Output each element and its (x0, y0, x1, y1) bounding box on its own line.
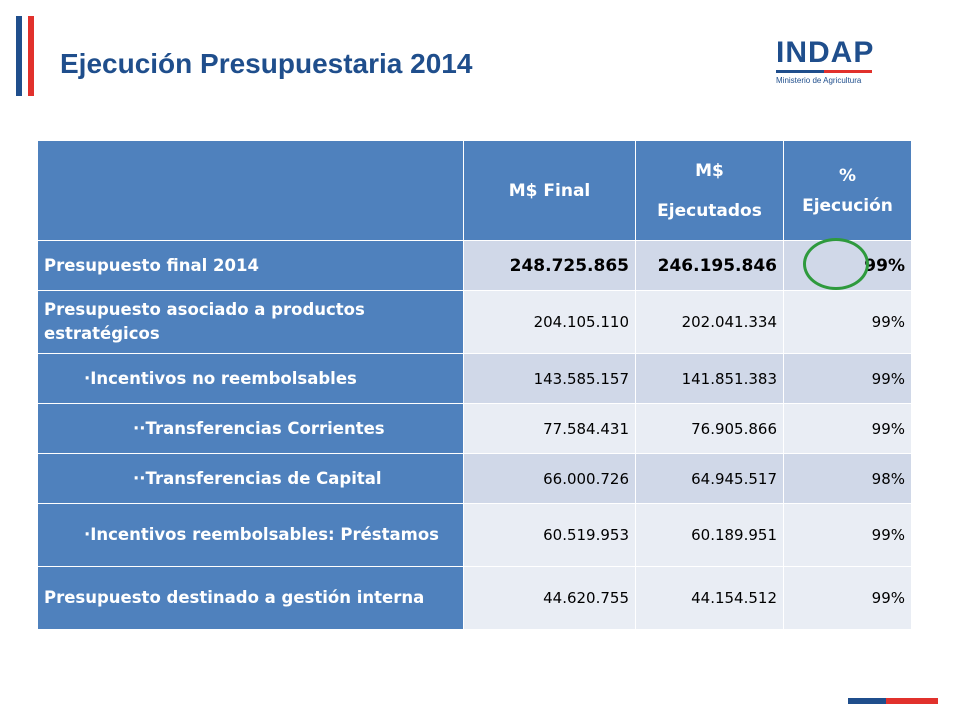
header-label (38, 141, 464, 241)
logo-stripe (776, 70, 872, 73)
logo-wordmark: INDAP (776, 36, 875, 69)
header-ejecutados-line2: Ejecutados (657, 200, 762, 221)
row-label: ·Incentivos no reembolsables (38, 354, 464, 404)
row-final: 44.620.755 (464, 567, 636, 630)
row-label: ··Transferencias Corrientes (38, 404, 464, 454)
row-final: 248.725.865 (464, 241, 636, 291)
row-pct: 99% (784, 291, 912, 354)
accent-bar-blue (16, 16, 22, 96)
header-ejecutados (636, 141, 784, 241)
row-final: 66.000.726 (464, 454, 636, 504)
table-row (38, 291, 912, 354)
row-pct: 99% (784, 504, 912, 567)
budget-table (37, 140, 912, 630)
header-pct-line1: % (838, 165, 857, 186)
row-label: Presupuesto destinado a gestión interna (38, 567, 464, 630)
table-row (38, 354, 912, 404)
row-ejecutados: 64.945.517 (636, 454, 784, 504)
highlight-circle (803, 238, 869, 290)
table-header-row (38, 141, 912, 241)
row-final: 77.584.431 (464, 404, 636, 454)
row-pct: 99% (784, 404, 912, 454)
row-ejecutados: 202.041.334 (636, 291, 784, 354)
row-ejecutados: 246.195.846 (636, 241, 784, 291)
header-pct-line2: Ejecución (802, 195, 893, 216)
row-ejecutados: 141.851.383 (636, 354, 784, 404)
row-ejecutados: 76.905.866 (636, 404, 784, 454)
table-row (38, 404, 912, 454)
row-final: 60.519.953 (464, 504, 636, 567)
row-pct: 99% (784, 241, 912, 291)
table-row (38, 241, 912, 291)
row-label: ··Transferencias de Capital (38, 454, 464, 504)
header-ejecutados-line1: M$ (695, 160, 724, 181)
header-final: M$ Final (464, 141, 636, 241)
row-label: Presupuesto final 2014 (38, 241, 464, 291)
row-final: 204.105.110 (464, 291, 636, 354)
table-row (38, 567, 912, 630)
row-label: Presupuesto asociado a productos estratégicos (38, 291, 464, 354)
row-pct: 98% (784, 454, 912, 504)
table-row (38, 504, 912, 567)
footer-bar-red (886, 698, 938, 704)
row-pct: 99% (784, 567, 912, 630)
accent-bar-red (28, 16, 34, 96)
footer-bar-blue (848, 698, 886, 704)
table-row (38, 454, 912, 504)
row-label: ·Incentivos reembolsables: Préstamos (38, 504, 464, 567)
row-final: 143.585.157 (464, 354, 636, 404)
row-pct: 99% (784, 354, 912, 404)
row-ejecutados: 44.154.512 (636, 567, 784, 630)
logo-subtitle: Ministerio de Agricultura (776, 76, 862, 85)
header-pct (784, 141, 912, 241)
page-title: Ejecución Presupuestaria 2014 (60, 48, 473, 79)
row-ejecutados: 60.189.951 (636, 504, 784, 567)
indap-logo (776, 38, 876, 85)
